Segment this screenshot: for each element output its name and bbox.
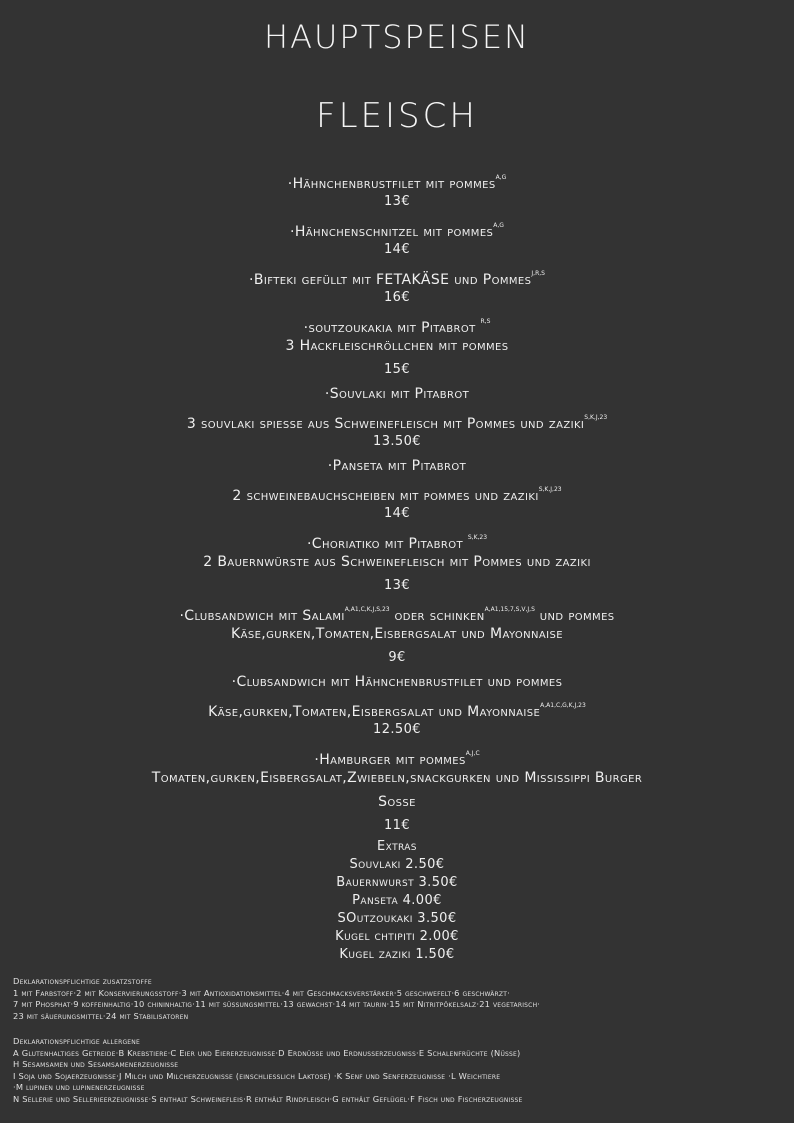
item-name: ·Choriatiko mit Pitabrot	[306, 536, 463, 552]
item-name: ·Hähnchenbrustfilet mit pommes	[287, 176, 496, 192]
menu-item-description: 2 Bauernwürste aus Schweinefleisch mit Pommes und zaziki	[203, 554, 591, 570]
item-description: Käse,gurken,Tomaten,Eisbergsalat und Mayonnaise	[208, 704, 541, 720]
menu-item-price: 12.50€	[373, 722, 421, 737]
extras-item: Kugel zaziki 1.50€	[339, 947, 455, 962]
page-title: HAUPTSPEISEN	[264, 18, 530, 56]
menu-item-description	[0, 406, 794, 430]
allergen-codes: S,K,J,23	[584, 414, 608, 421]
allergen-codes: A,A1,C,G,K,J,23	[540, 702, 586, 709]
menu-item-name	[0, 214, 794, 238]
allergens-line: A Glutenhaltiges Getreide·B Krebstiere·C Eier und Eiererzeugnisse·D Erdnüsse und Erdnusserzeugniss·E Schalenfrüchte (Nüsse)	[13, 1047, 521, 1058]
allergens-line: H Sesamsamen und Sesamsamenerzeugnisse	[13, 1059, 179, 1069]
item-name-option: oder schinken	[394, 608, 485, 624]
item-name: ·Bifteki gefüllt mit FETAKÄSE und Pommes	[249, 272, 532, 288]
item-description: 3 souvlaki spiesse aus Schweinefleisch mit Pommes und zaziki	[186, 416, 585, 432]
menu-item-name: ·Clubsandwich mit Hähnchenbrustfilet und pommes	[231, 674, 563, 690]
item-name: ·Hamburger mit pommes	[314, 752, 466, 768]
allergen-codes: A,A1,15,7,S,V,J,S	[484, 606, 535, 613]
menu-item-description: 3 Hackfleischröllchen mit pommes	[285, 338, 509, 354]
menu-item-price: 14€	[383, 506, 410, 521]
menu-item-price: 14€	[383, 242, 410, 257]
item-name: ·Clubsandwich mit Salami	[179, 608, 345, 624]
menu-list	[0, 166, 794, 838]
extras-item: Souvlaki 2.50€	[349, 857, 445, 872]
item-description: 2 schweinebauchscheiben mit pommes und zaziki	[232, 488, 539, 504]
allergen-codes: A,G	[493, 222, 504, 229]
allergen-codes: A,G	[495, 174, 507, 181]
menu-item-name: ·Souvlaki mit Pitabrot	[324, 386, 470, 402]
menu-item-name	[0, 262, 794, 286]
allergens-declaration	[13, 1036, 783, 1105]
allergens-line: I Soja und Sojaerzeugnisse·J Milch und Milcherzeugnisse (einschliesslich Laktose) ·K Senf und Senferzeugnisse ·L Weichtiere	[13, 1070, 501, 1081]
menu-item-description	[0, 694, 794, 718]
allergen-codes: J,R,S	[531, 270, 545, 277]
menu-item-price: 13.50€	[373, 434, 421, 449]
menu-item-name	[0, 526, 794, 550]
menu-item-name	[0, 310, 794, 334]
menu-item-price: 13€	[383, 194, 410, 209]
allergen-codes: R,S	[480, 318, 491, 325]
extras-item: Bauernwurst 3.50€	[336, 875, 458, 890]
menu-item-name: ·Panseta mit Pitabrot	[327, 458, 467, 474]
menu-item-name	[0, 166, 794, 190]
allergens-title: Deklarationspflichtige allergene	[13, 1036, 140, 1046]
menu-item-price: 11€	[383, 818, 410, 833]
additives-declaration	[13, 976, 783, 1022]
menu-item-price: 15€	[383, 362, 410, 377]
item-name-suffix: und pommes	[539, 608, 615, 624]
extras-item: Kugel chtipiti 2.00€	[335, 929, 459, 944]
menu-item-name	[0, 598, 794, 622]
allergen-codes: S,K,23	[467, 534, 488, 541]
item-name: ·soutzoukakia mit Pitabrot	[303, 320, 476, 336]
allergens-line: N Sellerie und Sellerieerzeugnisse·S enthalt Schweinefleis·R enthält Rindfleisch·G enthält Geflügel·F Fisch und Fischerzeugnisse	[13, 1093, 523, 1104]
additives-line: 23 mit säuerungsmittel·24 mit Stabilisatoren	[13, 1010, 189, 1021]
section-title: FLEISCH	[316, 96, 478, 136]
extras-title: Extras	[377, 839, 417, 854]
menu-item-description	[0, 478, 794, 502]
additives-title: Deklarationspflichtige zusatzstoffe	[13, 976, 152, 986]
item-name: ·Hähnchenschnitzel mit pommes	[290, 224, 494, 240]
menu-item-price: 9€	[388, 650, 406, 665]
menu-item-description: Tomaten,gurken,Eisbergsalat,Zwiebeln,snackgurken und Mississippi Burger	[151, 770, 643, 786]
menu-item-price: 13€	[383, 578, 410, 593]
additives-line: 7 mit Phosphat·9 koffeinhaltig·10 chininhaltig·11 mit süssungsmittel·13 gewachst·14 mit taurin·15 mit Nitritpökelsalz·21 vegetarisch·	[13, 999, 541, 1009]
allergen-codes: A,A1,C,K,J,S,23	[344, 606, 390, 613]
extras-list	[0, 838, 794, 964]
menu-item-name	[0, 742, 794, 766]
menu-item-price: 16€	[383, 290, 410, 305]
extras-item: SOutzoukaki 3.50€	[337, 911, 457, 926]
allergens-line: ·M lupinen und lupinenerzeugnisse	[13, 1082, 145, 1092]
allergen-codes: A,J,C	[465, 750, 480, 757]
extras-item: Panseta 4.00€	[352, 893, 442, 908]
menu-item-description: Sosse	[378, 794, 416, 810]
allergen-codes: S,K,J,23	[538, 486, 562, 493]
menu-item-description: Käse,gurken,Tomaten,Eisbergsalat und Mayonnaise	[231, 626, 563, 642]
additives-line: 1 mit Farbstoff·2 mit Konservierungsstoff·3 mit Antioxidationsmittel·4 mit Geschmacksverstärker·5 geschwefelt·6 geschwärzt·	[13, 987, 510, 998]
